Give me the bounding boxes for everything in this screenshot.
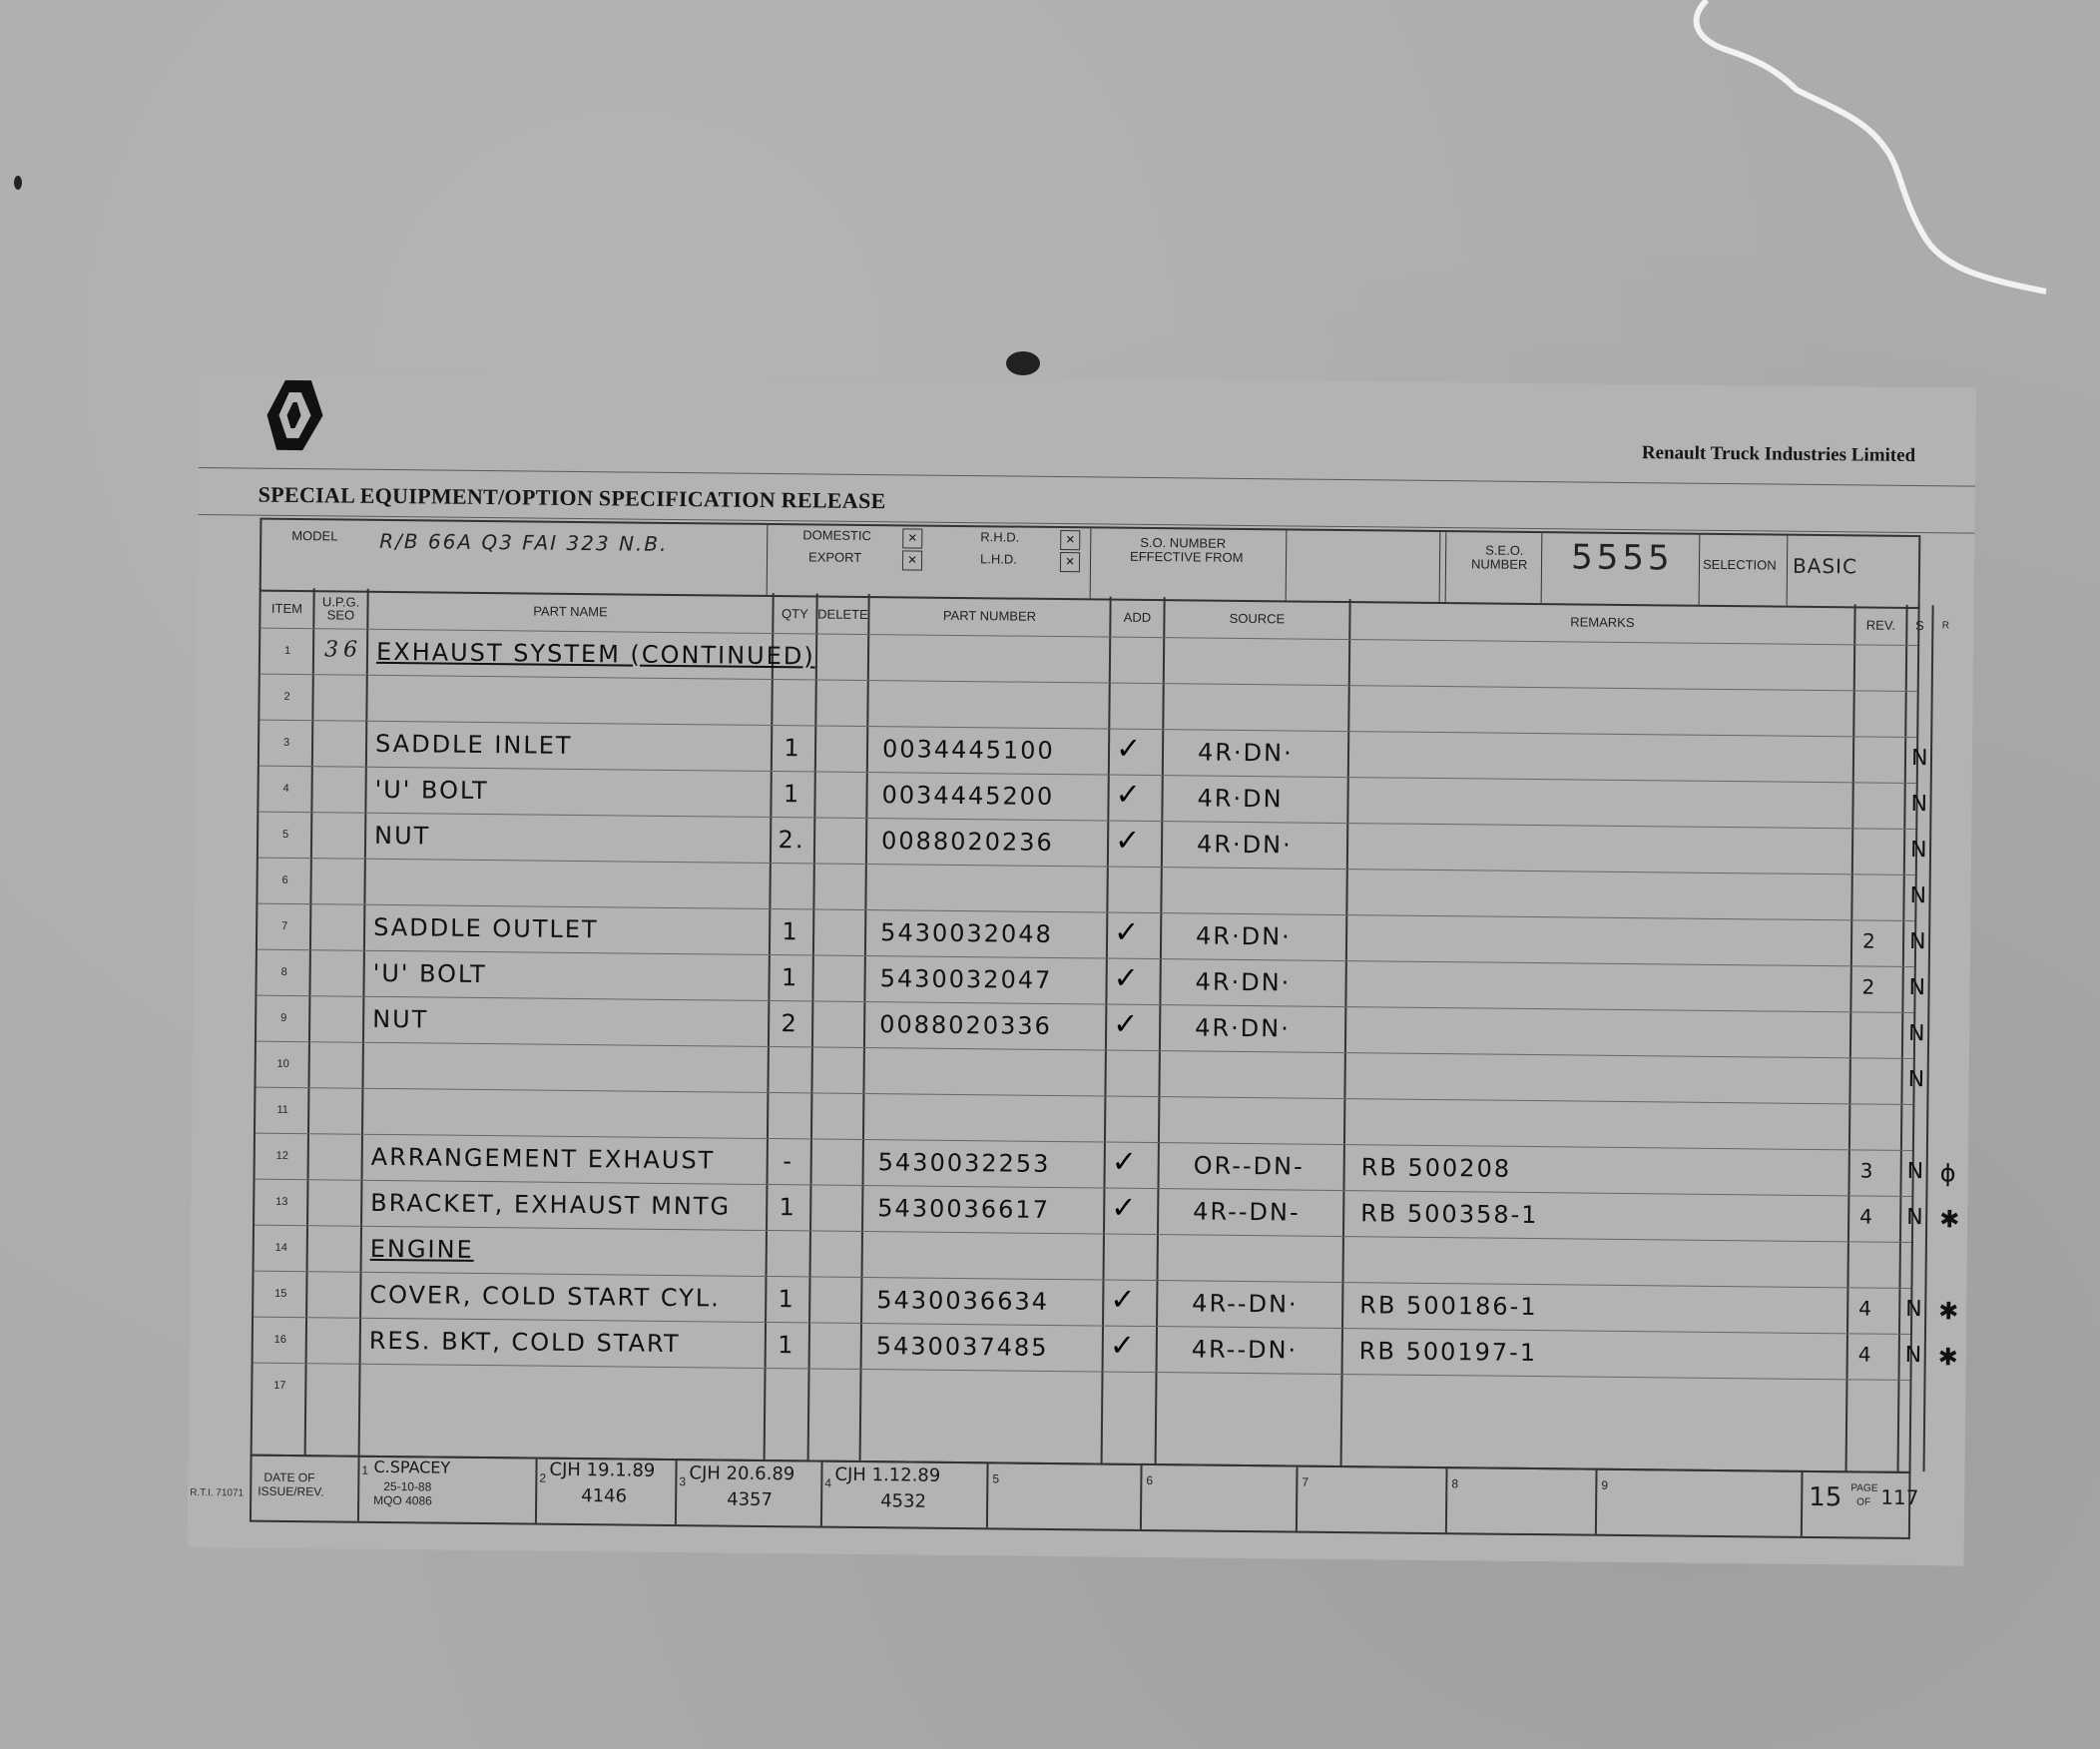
- col-add: ADD: [1123, 609, 1152, 625]
- total-pages: 117: [1880, 1484, 1919, 1510]
- release-mark: ✱: [1938, 1297, 1961, 1326]
- add-check: ✓: [1113, 1007, 1139, 1041]
- model-label: MODEL: [291, 527, 338, 544]
- rev9-slot: 9: [1601, 1477, 1609, 1492]
- rev2-ref: 4146: [581, 1485, 628, 1507]
- release-mark: ϕ: [1939, 1159, 1958, 1188]
- part-number: 5430032048: [879, 918, 1053, 948]
- part-name: BRACKET, EXHAUST MNTG: [370, 1188, 732, 1221]
- add-check: ✓: [1110, 1283, 1136, 1317]
- rev1-number: 1: [361, 1462, 369, 1477]
- add-check: ✓: [1115, 732, 1142, 766]
- rev4-signature: CJH 1.12.89: [834, 1463, 941, 1486]
- source: 4R--DN·: [1192, 1289, 1299, 1319]
- item-number: 6: [281, 874, 288, 886]
- rev3-signature: CJH 20.6.89: [689, 1462, 795, 1485]
- release-mark: ✱: [1939, 1205, 1962, 1234]
- footer-divider: [820, 1462, 823, 1526]
- form-title: SPECIAL EQUIPMENT/OPTION SPECIFICATION RELEASE: [258, 481, 886, 514]
- footer-divider: [986, 1463, 989, 1527]
- lhd-label: L.H.D.: [979, 551, 1017, 567]
- item-number: 9: [280, 1011, 287, 1024]
- part-number: 0088020336: [879, 1010, 1053, 1040]
- item-number: 4: [282, 782, 289, 795]
- effective-from-label: EFFECTIVE FROM: [1130, 548, 1244, 565]
- item-number: 8: [280, 965, 287, 978]
- header-divider: [1699, 535, 1701, 605]
- item-number: 1: [283, 644, 291, 657]
- remarks: RB 500358-1: [1360, 1199, 1539, 1230]
- header-divider: [1787, 536, 1789, 606]
- quantity: 2.: [778, 826, 805, 855]
- domestic-checkbox: ×: [902, 528, 922, 548]
- selection-label: SELECTION: [1702, 556, 1777, 573]
- part-name: RES. BKT, COLD START: [368, 1326, 681, 1359]
- source: 4R·DN: [1197, 784, 1284, 814]
- status-flag: N: [1910, 745, 1930, 772]
- quantity: 1: [784, 734, 801, 763]
- status-flag: N: [1904, 1342, 1924, 1369]
- status-flag: N: [1907, 1066, 1927, 1093]
- part-number: 0088020236: [880, 827, 1054, 857]
- quantity: 1: [781, 963, 799, 992]
- col-rev: REV.: [1865, 617, 1896, 633]
- col-release: R: [1941, 619, 1950, 631]
- col-source: SOURCE: [1229, 610, 1286, 626]
- rev7-slot: 7: [1302, 1474, 1310, 1489]
- footer-divider: [1296, 1467, 1299, 1531]
- header-divider: [767, 525, 769, 595]
- remarks: RB 500208: [1360, 1153, 1512, 1183]
- export-checkbox: ×: [902, 550, 922, 570]
- status-flag: N: [1907, 1020, 1927, 1047]
- header-divider: [1286, 530, 1288, 600]
- item-number: 3: [282, 736, 290, 749]
- col-item: ITEM: [270, 600, 303, 616]
- part-name: ENGINE: [369, 1234, 474, 1264]
- header-divider: [1445, 532, 1447, 602]
- footer-divider: [535, 1459, 538, 1523]
- ink-dot: [14, 176, 22, 190]
- status-flag: N: [1909, 882, 1929, 909]
- part-name: COVER, COLD START CYL.: [369, 1280, 721, 1313]
- add-check: ✓: [1113, 961, 1139, 995]
- revision: 4: [1859, 1204, 1875, 1229]
- footer-divider: [357, 1458, 360, 1521]
- model-value: R/B 66A Q3 FAI 323 N.B.: [379, 528, 669, 556]
- quantity: 1: [778, 1285, 796, 1314]
- col-part-number: PART NUMBER: [942, 607, 1037, 624]
- col-seo-label: SEO: [326, 607, 355, 623]
- col-s: S: [1914, 617, 1924, 633]
- item-number: 17: [273, 1379, 286, 1392]
- part-name: NUT: [373, 821, 431, 851]
- part-number: 5430036617: [877, 1194, 1051, 1224]
- footer-divider: [1595, 1470, 1598, 1534]
- specification-form: [188, 369, 1976, 1566]
- add-check: ✓: [1111, 1145, 1138, 1179]
- quantity: 1: [778, 1331, 795, 1360]
- col-upg-seo: [314, 588, 366, 629]
- rev4-number: 4: [824, 1475, 832, 1490]
- source: OR--DN-: [1193, 1151, 1305, 1181]
- rev1-signature: C.SPACEY: [373, 1457, 451, 1477]
- source: 4R·DN·: [1197, 738, 1294, 768]
- rev6-slot: 6: [1146, 1472, 1154, 1488]
- col-upg-label: U.P.G.: [321, 594, 360, 610]
- renault-diamond-logo: [264, 378, 325, 453]
- col-delete: DELETE: [817, 605, 868, 622]
- revision: 4: [1857, 1342, 1873, 1367]
- item-number: 16: [273, 1333, 287, 1346]
- footer-divider: [675, 1460, 678, 1524]
- remarks: RB 500197-1: [1358, 1337, 1538, 1368]
- part-name: SADDLE INLET: [374, 729, 573, 760]
- item-number: 10: [276, 1057, 289, 1070]
- revision: 2: [1861, 974, 1877, 999]
- parts-table: [251, 588, 1962, 1473]
- rhd-checkbox: ×: [1060, 530, 1080, 550]
- part-name: SADDLE OUTLET: [373, 912, 599, 944]
- remarks: RB 500186-1: [1359, 1291, 1538, 1322]
- footer-divider: [1801, 1472, 1804, 1536]
- item-number: 5: [282, 828, 289, 841]
- rev3-ref: 4357: [727, 1488, 774, 1511]
- source: 4R--DN·: [1191, 1335, 1299, 1365]
- company-name: Renault Truck Industries Limited: [1641, 442, 1916, 467]
- export-label: EXPORT: [807, 549, 862, 565]
- seo-label: S.E.O.: [1485, 542, 1524, 558]
- rev2-number: 2: [539, 1470, 547, 1485]
- release-mark: ✱: [1937, 1343, 1960, 1372]
- status-flag: N: [1909, 837, 1929, 864]
- part-name: 'U' BOLT: [374, 775, 489, 806]
- rev2-signature: CJH 19.1.89: [549, 1458, 656, 1481]
- item-number: 11: [276, 1103, 289, 1116]
- status-flag: N: [1910, 791, 1930, 818]
- rev5-slot: 5: [992, 1471, 1000, 1486]
- of-label: OF: [1856, 1496, 1871, 1508]
- quantity: 1: [782, 917, 799, 946]
- part-number: 0034445100: [881, 735, 1055, 765]
- date-of-label: DATE OF: [263, 1469, 315, 1485]
- item-number: 2: [283, 690, 290, 703]
- quantity: 2: [781, 1009, 798, 1038]
- status-flag: N: [1905, 1296, 1924, 1323]
- item-number: 15: [274, 1287, 287, 1300]
- status-flag: N: [1908, 928, 1928, 955]
- col-part-name: PART NAME: [533, 603, 608, 619]
- page-label: PAGE: [1850, 1482, 1878, 1494]
- lhd-checkbox: ×: [1060, 552, 1080, 572]
- revision: 2: [1861, 928, 1877, 953]
- source: 4R·DN·: [1195, 1013, 1291, 1043]
- domestic-label: DOMESTIC: [802, 527, 871, 544]
- item-number: 12: [275, 1149, 288, 1162]
- rev4-ref: 4532: [880, 1490, 927, 1512]
- source: 4R·DN·: [1195, 967, 1292, 997]
- item-number: 7: [281, 919, 288, 932]
- rhd-label: R.H.D.: [980, 529, 1020, 545]
- footer-divider: [1140, 1465, 1143, 1529]
- add-check: ✓: [1114, 824, 1141, 858]
- ink-blot: [1006, 351, 1040, 375]
- part-name: EXHAUST SYSTEM (CONTINUED): [375, 637, 815, 671]
- status-flag: N: [1906, 1204, 1925, 1231]
- selection-value: BASIC: [1792, 553, 1858, 579]
- rev8-slot: 8: [1451, 1476, 1459, 1491]
- add-check: ✓: [1109, 1329, 1136, 1363]
- seo-number-label: NUMBER: [1470, 556, 1528, 572]
- source: 4R·DN·: [1195, 921, 1292, 951]
- part-number: 0034445200: [881, 781, 1055, 811]
- revision: 4: [1858, 1296, 1874, 1321]
- quantity: -: [783, 1147, 794, 1176]
- part-name: ARRANGEMENT EXHAUST: [370, 1142, 716, 1175]
- item-number: 14: [274, 1241, 287, 1254]
- col-remarks: REMARKS: [1570, 613, 1635, 630]
- upg-seo: 36: [323, 637, 363, 663]
- status-flag: N: [1906, 1158, 1926, 1185]
- add-check: ✓: [1111, 1191, 1137, 1225]
- source: 4R--DN-: [1193, 1197, 1301, 1227]
- header-divider: [1541, 533, 1543, 603]
- add-check: ✓: [1113, 915, 1140, 949]
- part-name: 'U' BOLT: [372, 958, 487, 989]
- part-number: 5430032253: [877, 1148, 1051, 1178]
- quantity: 1: [779, 1193, 797, 1222]
- add-check: ✓: [1115, 778, 1141, 812]
- issue-rev-label: ISSUE/REV.: [258, 1483, 324, 1499]
- header-divider: [1439, 532, 1441, 602]
- part-number: 5430032047: [879, 964, 1053, 994]
- footer-divider: [1445, 1468, 1448, 1532]
- source: 4R·DN·: [1196, 830, 1293, 860]
- rev1-date: 25-10-88: [383, 1478, 432, 1494]
- page-number: 15: [1809, 1481, 1842, 1513]
- so-number-label: S.O. NUMBER: [1140, 534, 1227, 551]
- header-divider: [1090, 528, 1092, 598]
- seo-number-value: 5555: [1570, 537, 1674, 579]
- col-qty: QTY: [782, 605, 808, 621]
- film-scratch: [1687, 0, 2056, 299]
- part-number: 5430037485: [875, 1332, 1049, 1362]
- part-number: 5430036634: [876, 1286, 1050, 1316]
- form-number: R.T.I. 71071: [190, 1486, 245, 1499]
- status-flag: N: [1908, 974, 1928, 1001]
- part-name: NUT: [372, 1004, 429, 1034]
- item-number: 13: [275, 1195, 288, 1208]
- quantity: 1: [783, 780, 801, 809]
- rev3-number: 3: [679, 1474, 687, 1489]
- rev1-ref: MQO 4086: [373, 1492, 432, 1508]
- revision: 3: [1859, 1158, 1875, 1183]
